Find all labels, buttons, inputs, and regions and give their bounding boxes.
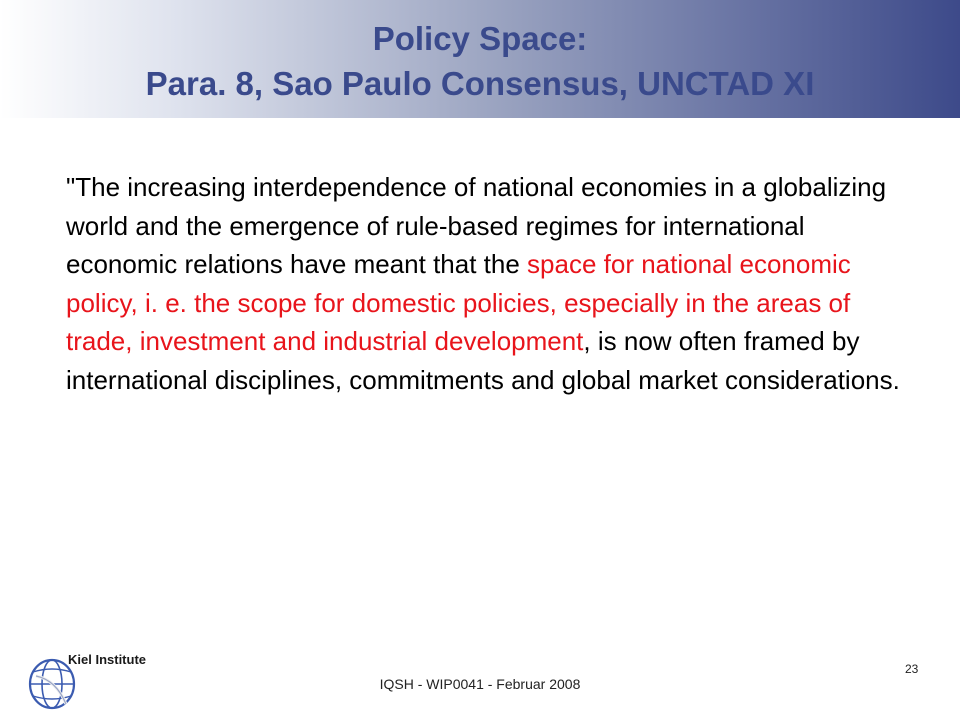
quote-text-part-2: , is now often framed by international disciplines, commitments and global market considerations.	[66, 326, 900, 395]
quote-paragraph	[66, 168, 911, 399]
title-line-2: Para. 8, Sao Paulo Consensus, UNCTAD XI	[145, 65, 815, 102]
title-line-1: Policy Space:	[372, 20, 588, 57]
footer-text: IQSH - WIP0041 - Februar 2008	[379, 676, 581, 692]
quote-highlight: space for national economic policy, i. e. the scope for domestic policies, especially in the areas of trade, investment and industrial development	[66, 249, 851, 356]
quote-text-part-1: "The increasing interdependence of national economies in a globalizing world and the emergence of rule-based regimes for international economic relations have meant that the	[66, 172, 887, 279]
slide-title	[0, 16, 960, 106]
logo-text: Kiel Institute	[68, 652, 147, 667]
page-number: 23	[905, 662, 919, 676]
